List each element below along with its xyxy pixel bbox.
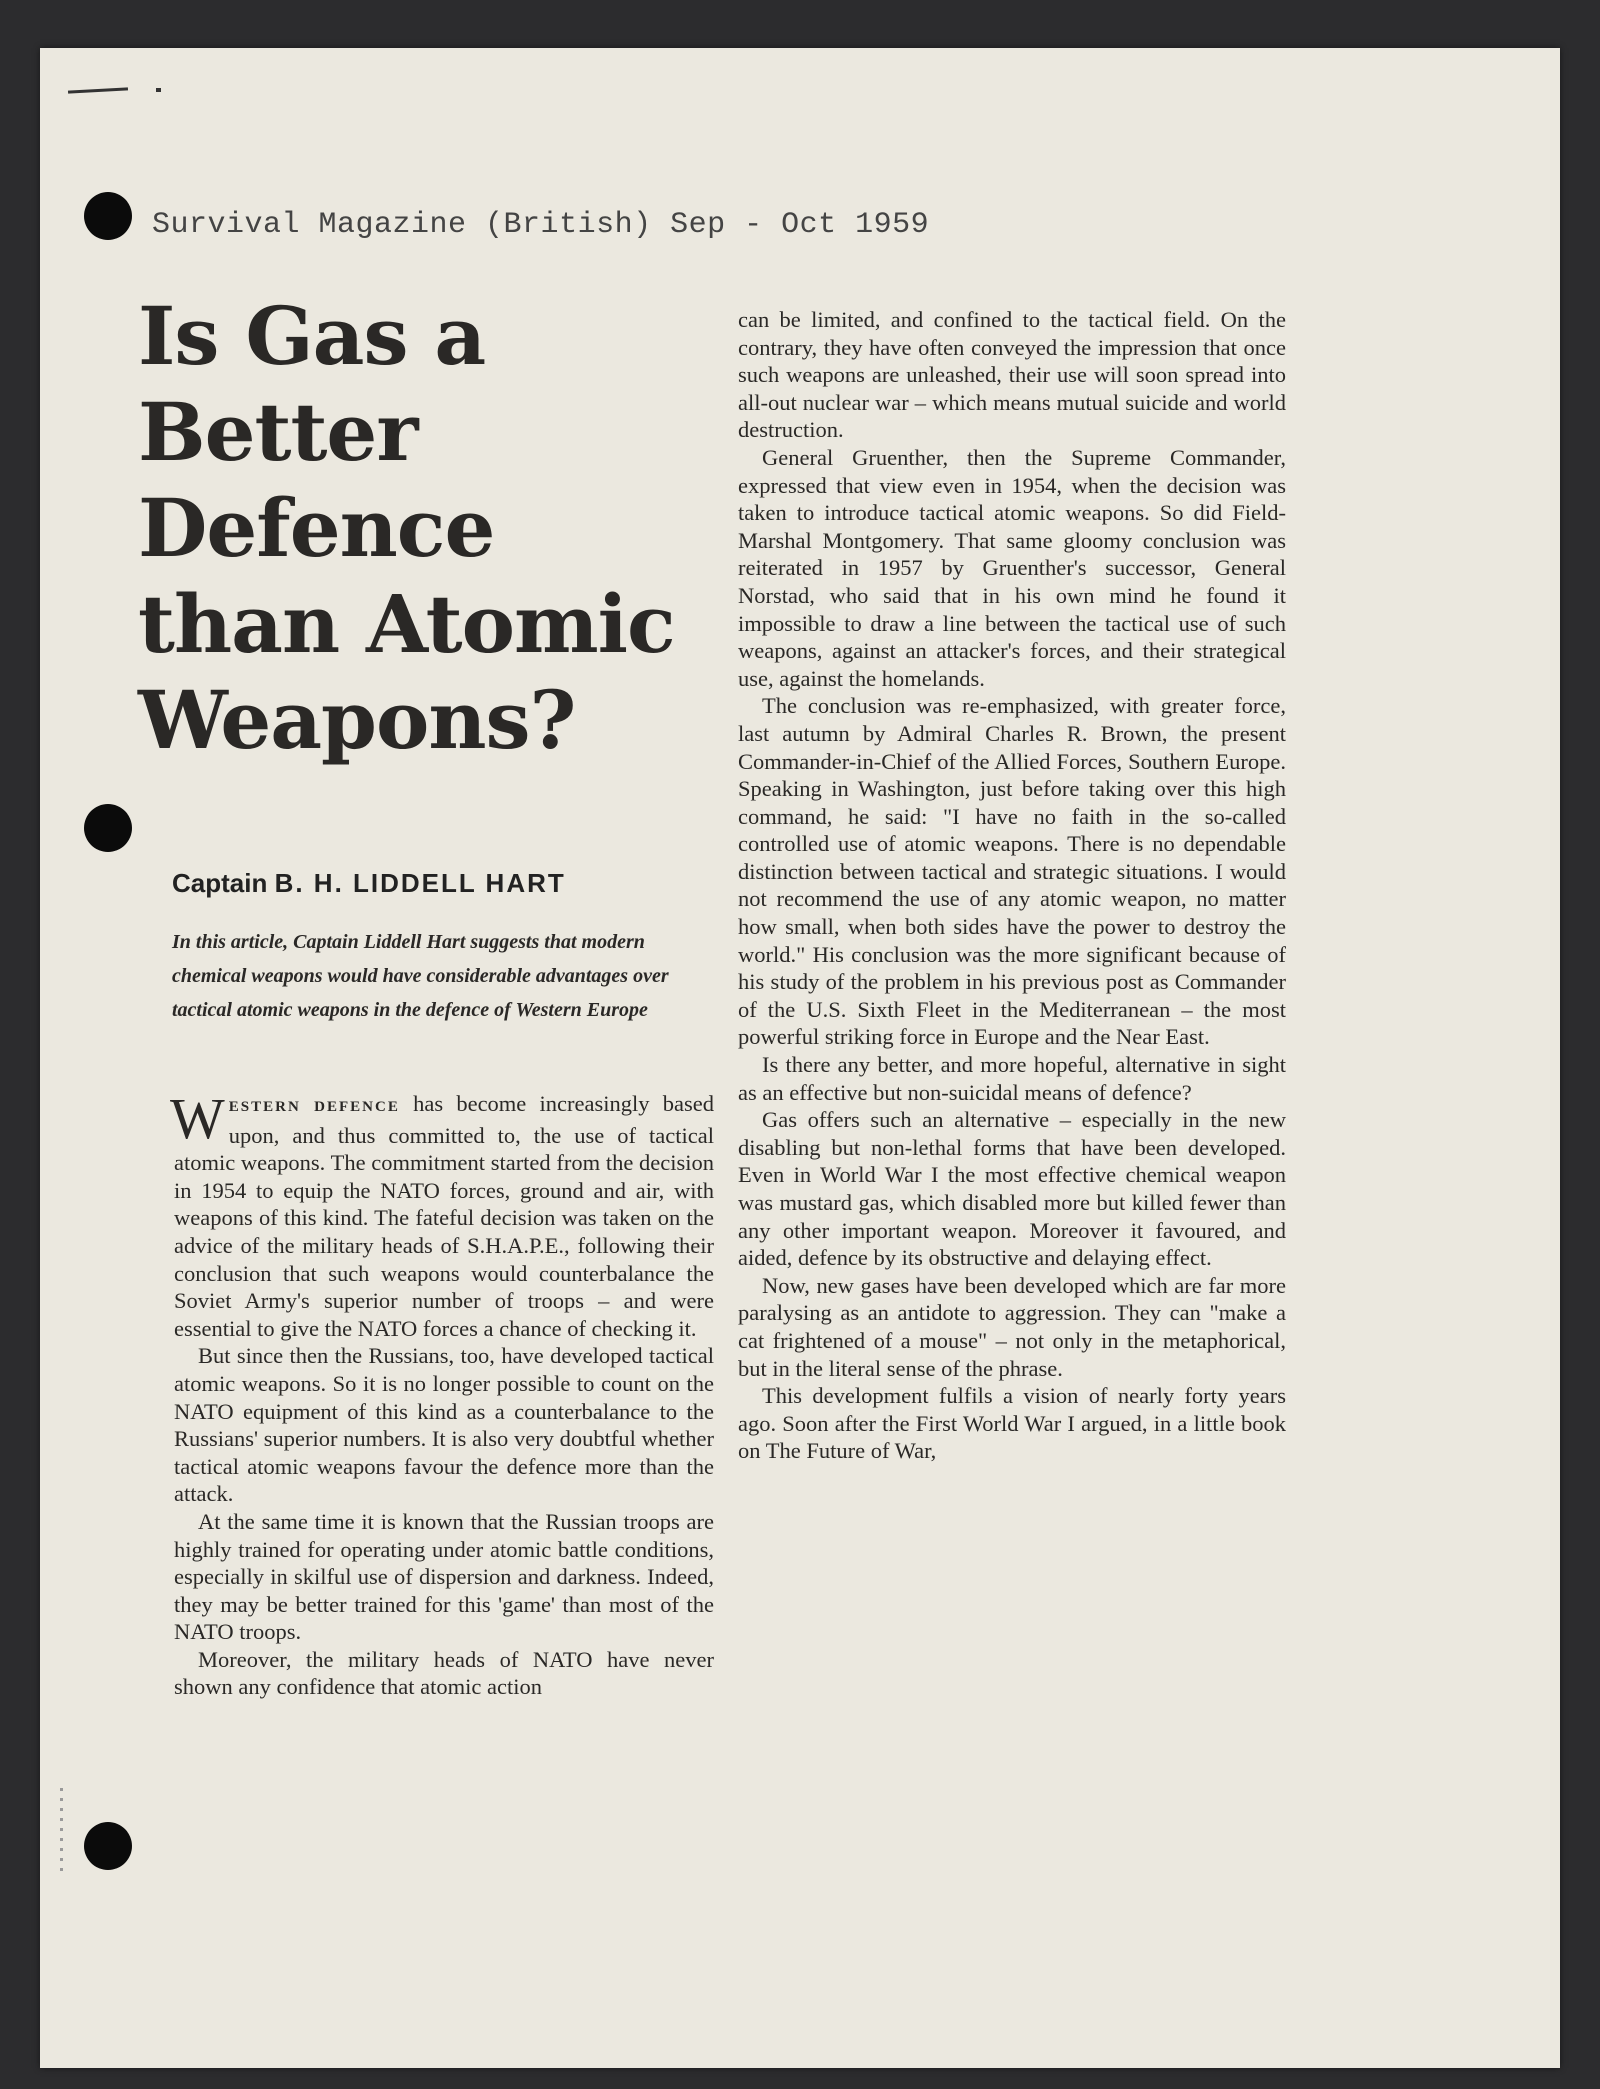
dotted-margin-mark — [60, 1788, 63, 1878]
paragraph-6: General Gruenther, then the Supreme Commander, expressed that view even in 1954, when the decision was taken to introduce tactical atomic weapons. So did Field-Marshal Montgomery. That same gloomy conclusion was reiterated in 1957 by Gruenther's successor, General Norstad, who said that in his own mind he found it impossible to draw a line between the tactical use of such weapons, against an attacker's forces, and their strategical use, against the homelands. — [738, 444, 1286, 691]
standfirst: In this article, Captain Liddell Hart suggests that modern chemical weapons would have considerable advantages over tactical atomic weapons in the defence of Western Europe — [172, 931, 669, 1021]
byline — [172, 868, 692, 899]
body-column-right — [738, 306, 1286, 1465]
article-title: Is Gas a Better Defence than Atomic Weapons? — [138, 289, 675, 767]
paragraph-1 — [170, 1086, 714, 1342]
paragraph-4: Moreover, the military heads of NATO have never shown any confidence that atomic action — [174, 1646, 714, 1700]
drop-cap: W — [170, 1086, 225, 1151]
author-prefix: Captain — [172, 868, 268, 898]
paragraph-9: Gas offers such an alternative – especially in the new disabling but non-lethal forms that have been developed. Even in World War I the most effective chemical weapon was mustard gas, which disabled more but killed fewer than any other important weapon. Moreover it favoured, and aided, defence by its obstructive and delaying effect. — [738, 1107, 1286, 1271]
pencil-mark — [68, 87, 128, 93]
punch-hole-bottom — [84, 1822, 132, 1870]
body-column-left — [170, 1086, 714, 1701]
punch-hole-top — [84, 192, 132, 240]
paragraph-10: Now, new gases have been developed which are far more paralysing as an antidote to aggression. They can "make a cat frightened of a mouse" – not only in the metaphorical, but in the literal sense of the phrase. — [738, 1272, 1286, 1381]
paragraph-3: At the same time it is known that the Russian troops are highly trained for operating under atomic battle conditions, especially in skilful use of dispersion and darkness. Indeed, they may be better trained for this 'game' than most of the NATO troops. — [174, 1508, 714, 1645]
paragraph-2: But since then the Russians, too, have developed tactical atomic weapons. So it is no longer possible to count on the NATO equipment of this kind as a counterbalance to the Russians' superior numbers. It is also very doubtful whether tactical atomic weapons favour the defence more than the attack. — [174, 1343, 714, 1507]
pencil-dot — [156, 88, 161, 92]
paragraph-1-text: has become increasingly based upon, and thus committed to, the use of tactical atomic weapons. The commitment started from the decision in 1954 to equip the NATO forces, ground and air, with weapons of this kind. The fateful decision was taken on the advice of the military heads of S.H.A.P.E., following their conclusion that such weapons would counterbalance the Soviet Army's superior number of troops – and were essential to give the NATO forces a chance of checking it. — [174, 1091, 714, 1341]
paragraph-11: This development fulfils a vision of nearly forty years ago. Soon after the First World War I argued, in a little book on The Future of War, — [738, 1383, 1286, 1464]
source-annotation: Survival Magazine (British) Sep - Oct 1959 — [152, 208, 930, 242]
paragraph-8: Is there any better, and more hopeful, alternative in sight as an effective but non-suicidal means of defence? — [738, 1052, 1286, 1105]
lead-smallcaps: ESTERN DEFENCE — [228, 1099, 400, 1115]
paragraph-5: can be limited, and confined to the tactical field. On the contrary, they have often conveyed the impression that once such weapons are unleashed, their use will soon spread into all-out nuclear war – which means mutual suicide and world destruction. — [738, 307, 1286, 443]
punch-hole-middle — [84, 804, 132, 852]
author-name: B. H. LIDDELL HART — [274, 868, 566, 898]
paragraph-7: The conclusion was re-emphasized, with greater force, last autumn by Admiral Charles R. Brown, the present Commander-in-Chief of the Allied Forces, Southern Europe. Speaking in Washington, just before taking over this high command, he said: "I have no faith in the so-called controlled use of atomic weapons. There is no dependable distinction between tactical and strategic situations. I would not recommend the use of any atomic weapon, no matter how small, when both sides have the power to destroy the world." His conclusion was the more significant because of his study of the problem in his previous post as Commander of the U.S. Sixth Fleet in the Mediterranean – the most powerful striking force in Europe and the Near East. — [738, 693, 1286, 1050]
